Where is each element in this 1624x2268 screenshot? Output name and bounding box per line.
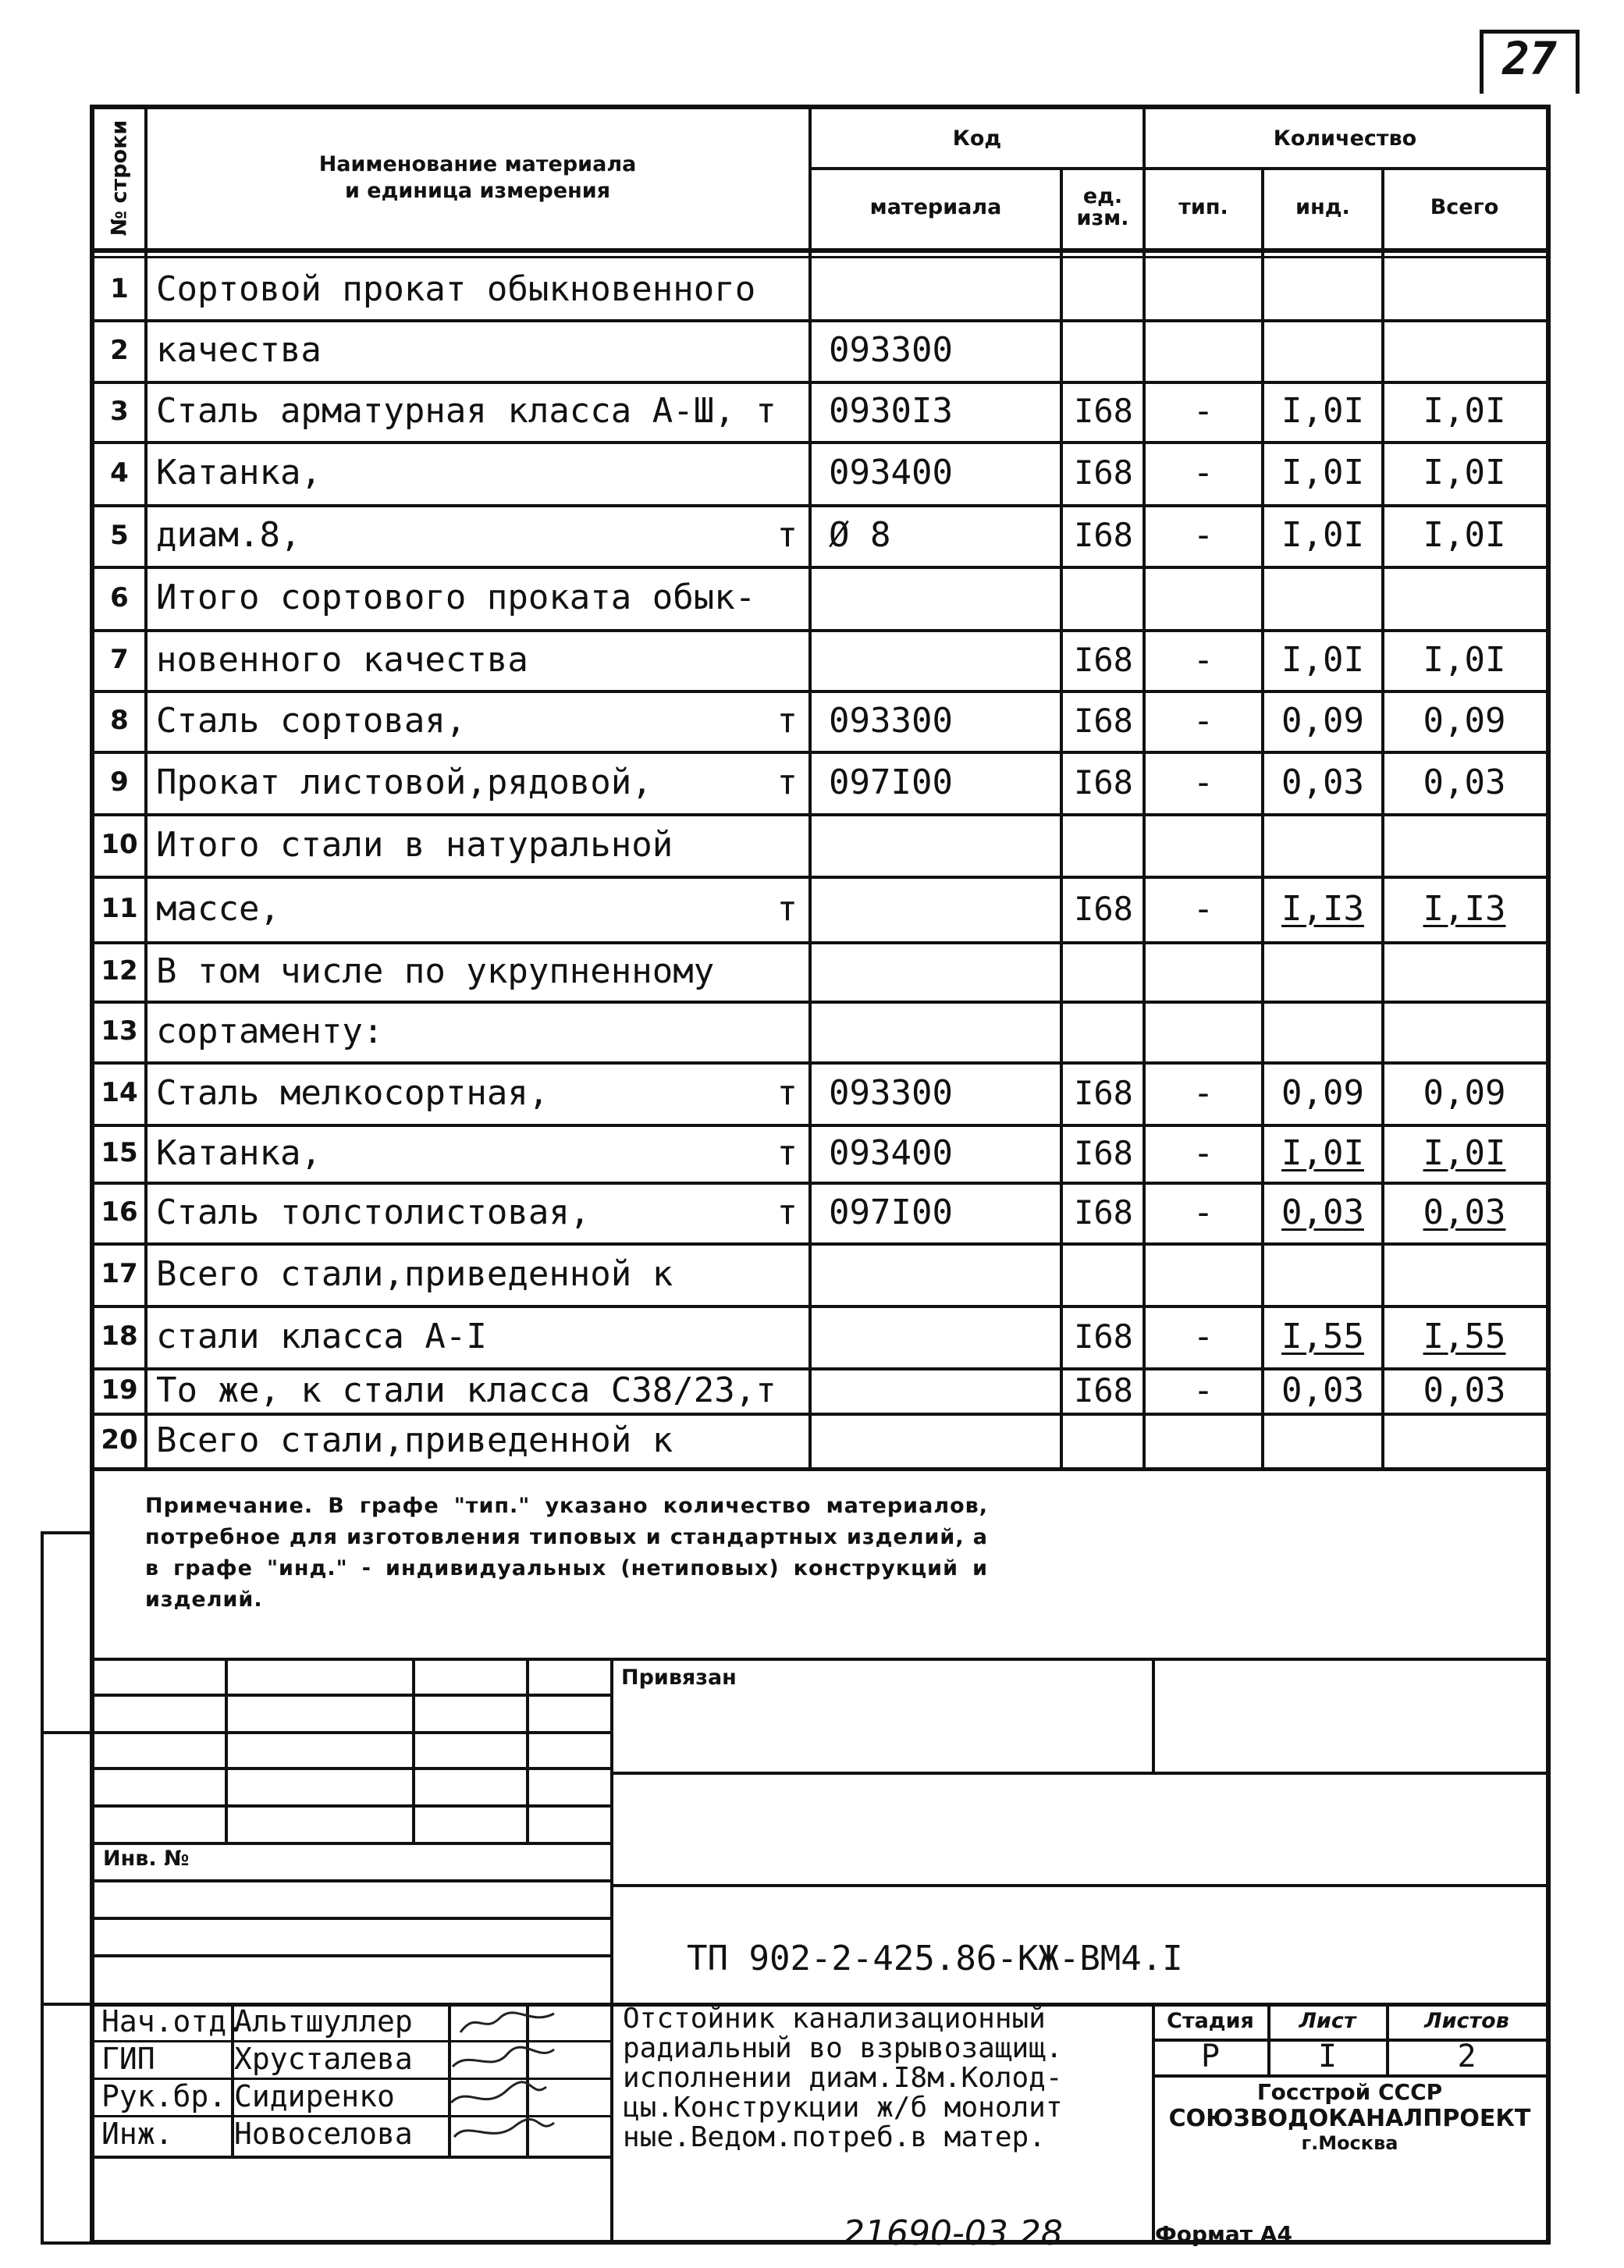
inv-no-label: Инв. № (103, 1847, 190, 1871)
row-unit-code: I68 (1074, 763, 1133, 802)
row-unit (702, 1413, 798, 1467)
row-qty-ind (1263, 258, 1383, 319)
row-code: 097I00 (829, 762, 953, 802)
row-unit-code (1064, 941, 1142, 1001)
row-qty-ind: I,0I (1281, 453, 1364, 492)
row-qty-typ: - (1192, 1316, 1214, 1356)
row-unit (702, 566, 798, 629)
header-code-unit: ед. изм. (1076, 184, 1129, 230)
row-unit-code: I68 (1074, 392, 1133, 430)
row-code (829, 629, 1055, 690)
title-line: ные.Ведом.потреб.в матер. (623, 2121, 1046, 2153)
sheets-value: 2 (1457, 2039, 1477, 2074)
row-qty-typ (1144, 941, 1263, 1001)
row-qty-total: 0,03 (1423, 1192, 1506, 1232)
row-unit-code: I68 (1074, 640, 1133, 679)
row-qty-typ (1144, 258, 1263, 319)
row-qty-total: I,0I (1423, 515, 1506, 555)
row-unit (702, 258, 798, 319)
row-qty-ind (1263, 1001, 1383, 1061)
row-unit: т (776, 1132, 798, 1173)
row-unit-code: I68 (1074, 1193, 1133, 1232)
header-code-group: Код (952, 126, 1002, 151)
row-unit (702, 381, 798, 441)
header-qty-typ: тип. (1178, 195, 1228, 219)
row-unit (702, 1367, 798, 1413)
row-name: массе, (156, 888, 280, 929)
row-number: 17 (101, 1258, 138, 1289)
signature-name: Новоселова (234, 2117, 413, 2151)
row-qty-total: I,0I (1423, 453, 1506, 492)
row-unit-code: I68 (1074, 453, 1133, 492)
row-name: сортаменту: (156, 1011, 384, 1051)
row-unit-code: I68 (1074, 701, 1133, 740)
row-unit: т (776, 515, 798, 555)
row-qty-typ (1144, 1242, 1263, 1305)
row-unit: т (776, 700, 798, 741)
row-number: 14 (101, 1077, 138, 1108)
sheet-label: Лист (1299, 2008, 1356, 2033)
row-qty-total (1383, 1001, 1546, 1061)
signature-name: Хрусталева (234, 2042, 413, 2076)
row-code: Ø 8 (829, 515, 891, 555)
row-qty-ind (1263, 1242, 1383, 1305)
row-qty-typ: - (1192, 1370, 1214, 1410)
row-unit-code: I68 (1074, 1317, 1133, 1356)
row-name: стали класса А-I (156, 1316, 487, 1356)
row-qty-total: I,I3 (1423, 888, 1506, 929)
title-line: исполнении диам.I8м.Колод- (623, 2062, 1063, 2094)
signature-role: Нач.отд. (101, 2004, 245, 2039)
row-qty-typ: - (1192, 1192, 1214, 1232)
row-name: Итого стали в натуральной (156, 824, 673, 865)
header-qty-ind: инд. (1295, 195, 1350, 219)
row-unit (702, 1305, 798, 1367)
row-code (829, 941, 1055, 1001)
row-code (829, 876, 1055, 941)
row-code: 093400 (829, 1132, 953, 1173)
row-code (829, 1305, 1055, 1367)
row-number: 5 (110, 519, 129, 551)
title-line: радиальный во взрывозащищ. (623, 2032, 1063, 2064)
row-qty-ind (1263, 813, 1383, 876)
row-code (829, 258, 1055, 319)
signature-scribbles (437, 2003, 570, 2156)
row-code: 0930I3 (829, 391, 953, 431)
row-name: Сталь арматурная класса А-Ш, т (156, 391, 776, 431)
row-name: Всего стали,приведенной к (156, 1253, 673, 1294)
row-unit-code: I68 (1074, 1133, 1133, 1172)
privyazan-label: Привязан (621, 1665, 737, 1690)
row-code (829, 1001, 1055, 1061)
row-unit-code (1064, 1242, 1142, 1305)
row-qty-total (1383, 258, 1546, 319)
org-line-3: г.Москва (1301, 2132, 1398, 2154)
signature-role: ГИП (101, 2042, 155, 2076)
row-name: Катанка, (156, 453, 322, 492)
archive-number: 21690-03 28 (843, 2213, 1063, 2253)
row-qty-typ (1144, 566, 1263, 629)
row-name: Сталь сортовая, (156, 700, 467, 741)
row-name: новенного качества (156, 639, 528, 680)
row-unit-code (1064, 1413, 1142, 1467)
header-code-material: материала (869, 195, 1002, 219)
signature-role: Инж. (101, 2117, 173, 2151)
row-qty-total: 0,03 (1423, 1370, 1506, 1410)
row-qty-ind: I,55 (1281, 1316, 1364, 1356)
row-qty-total: 0,03 (1423, 762, 1506, 802)
row-code: 097I00 (829, 1192, 953, 1232)
row-qty-total: I,0I (1423, 391, 1506, 431)
row-number: 2 (110, 334, 129, 366)
row-qty-total (1383, 319, 1546, 381)
header-qty-total: Всего (1430, 195, 1499, 219)
header-row-no: № строки (107, 119, 132, 236)
row-name: То же, к стали класса С38/23,т (156, 1370, 776, 1410)
row-qty-ind (1263, 566, 1383, 629)
row-number: 1 (110, 273, 129, 304)
row-code (829, 1413, 1055, 1467)
row-qty-ind: 0,03 (1281, 762, 1364, 802)
row-qty-typ: - (1192, 1132, 1214, 1173)
row-qty-ind: I,I3 (1281, 888, 1364, 929)
row-unit (702, 813, 798, 876)
row-qty-ind: I,0I (1281, 391, 1364, 431)
row-number: 9 (110, 766, 129, 798)
signature-name: Альтшуллер (234, 2004, 413, 2039)
row-qty-total (1383, 1242, 1546, 1305)
row-number: 15 (101, 1137, 138, 1168)
row-qty-total (1383, 813, 1546, 876)
row-name: Сортовой прокат обыкновенного (156, 268, 756, 309)
page-number: 27 (1480, 30, 1580, 94)
row-unit (702, 1242, 798, 1305)
row-qty-ind: 0,09 (1281, 1072, 1364, 1113)
paper-format: Формат А4 (1155, 2221, 1292, 2247)
row-unit-code: I68 (1074, 889, 1133, 928)
row-unit-code: I68 (1074, 516, 1133, 554)
row-unit: т (776, 1192, 798, 1232)
row-number: 13 (101, 1015, 138, 1047)
row-number: 7 (110, 644, 129, 675)
header-name: Наименование материала и единица измерения (318, 152, 637, 203)
row-qty-ind: 0,09 (1281, 700, 1364, 741)
row-qty-ind: I,0I (1281, 1132, 1364, 1173)
row-unit (702, 1001, 798, 1061)
row-unit: т (776, 1072, 798, 1113)
row-unit-code (1064, 1001, 1142, 1061)
note: Примечание. В графе "тип." указано количество материалов, потребное для изготовления типовых и стандартных изделий, а в графе "инд." - индивидуальных (нетиповых) конструкций и изделий. (145, 1494, 988, 1612)
row-number: 20 (101, 1424, 138, 1456)
row-number: 18 (101, 1321, 138, 1352)
organization (1153, 2079, 1546, 2154)
row-number: 10 (101, 829, 138, 860)
row-unit-code: I68 (1074, 1370, 1133, 1410)
row-unit-code (1064, 319, 1142, 381)
row-code (829, 566, 1055, 629)
row-number: 19 (101, 1374, 138, 1406)
row-number: 8 (110, 705, 129, 736)
org-line-1: Госстрой СССР (1256, 2079, 1443, 2105)
row-number: 16 (101, 1196, 138, 1228)
row-unit (702, 319, 798, 381)
row-qty-total: I,55 (1423, 1316, 1506, 1356)
row-name: Итого сортового проката обык- (156, 578, 756, 617)
row-name: Катанка, (156, 1132, 322, 1173)
row-code (829, 813, 1055, 876)
row-code: 093300 (829, 700, 953, 741)
row-unit (702, 941, 798, 1001)
row-name: Сталь мелкосортная, (156, 1072, 549, 1113)
row-code: 093300 (829, 330, 953, 370)
binding-strip (41, 1531, 93, 2245)
title-line: Отстойник канализационный (623, 2003, 1046, 2035)
row-number: 11 (101, 893, 138, 924)
doc-code: ТП 902-2-425.86-КЖ-ВМ4.I (687, 1939, 1183, 1978)
row-qty-typ (1144, 813, 1263, 876)
row-number: 12 (101, 955, 138, 986)
row-qty-ind (1263, 941, 1383, 1001)
row-qty-total: 0,09 (1423, 1072, 1506, 1113)
row-qty-typ: - (1192, 391, 1214, 431)
row-name: В том числе по укрупненному (156, 951, 715, 991)
row-qty-total: I,0I (1423, 639, 1506, 680)
row-qty-ind: I,0I (1281, 639, 1364, 680)
row-number: 3 (110, 395, 129, 427)
row-code: 093400 (829, 453, 953, 492)
sheets-label: Листов (1424, 2008, 1509, 2033)
drawing-title (623, 2004, 1146, 2152)
row-qty-typ: - (1192, 762, 1214, 802)
signature-role: Рук.бр. (101, 2079, 227, 2113)
row-qty-typ: - (1192, 515, 1214, 555)
row-qty-typ (1144, 1001, 1263, 1061)
row-unit (702, 629, 798, 690)
row-qty-ind: 0,03 (1281, 1192, 1364, 1232)
row-number: 6 (110, 581, 129, 613)
row-qty-total (1383, 941, 1546, 1001)
row-qty-total: 0,09 (1423, 700, 1506, 741)
row-unit: т (776, 762, 798, 802)
sheet-value: I (1317, 2039, 1338, 2074)
row-name: качества (156, 330, 322, 370)
row-qty-typ: - (1192, 1072, 1214, 1113)
row-unit-code: I68 (1074, 1073, 1133, 1112)
header-qty-group: Количество (1273, 126, 1417, 151)
row-qty-typ: - (1192, 888, 1214, 929)
row-unit-code (1064, 258, 1142, 319)
row-code (829, 1367, 1055, 1413)
signature-name: Сидиренко (234, 2079, 395, 2113)
row-unit-code (1064, 566, 1142, 629)
row-qty-typ: - (1192, 453, 1214, 492)
row-qty-typ: - (1192, 700, 1214, 741)
stage-label: Стадия (1167, 2008, 1254, 2033)
row-qty-ind: I,0I (1281, 515, 1364, 555)
row-qty-ind (1263, 319, 1383, 381)
row-name: Прокат листовой,рядовой, (156, 762, 652, 802)
title-line: цы.Конструкции ж/б монолит (623, 2092, 1063, 2124)
row-unit-code (1064, 813, 1142, 876)
row-qty-typ (1144, 319, 1263, 381)
row-qty-total (1383, 566, 1546, 629)
row-code (829, 1242, 1055, 1305)
org-line-2: СОЮЗВОДОКАНАЛПРОЕКТ (1168, 2105, 1531, 2132)
row-qty-ind (1263, 1413, 1383, 1467)
row-qty-total (1383, 1413, 1546, 1467)
row-unit: т (776, 888, 798, 929)
row-number: 4 (110, 457, 129, 489)
stage-value: Р (1200, 2039, 1221, 2074)
row-name: диам.8, (156, 515, 301, 555)
row-qty-typ: - (1192, 639, 1214, 680)
row-unit (702, 441, 798, 504)
row-code: 093300 (829, 1072, 953, 1113)
row-qty-typ (1144, 1413, 1263, 1467)
row-name: Сталь толстолистовая, (156, 1192, 591, 1232)
row-qty-total: I,0I (1423, 1132, 1506, 1173)
row-qty-ind: 0,03 (1281, 1370, 1364, 1410)
row-name: Всего стали,приведенной к (156, 1420, 673, 1460)
